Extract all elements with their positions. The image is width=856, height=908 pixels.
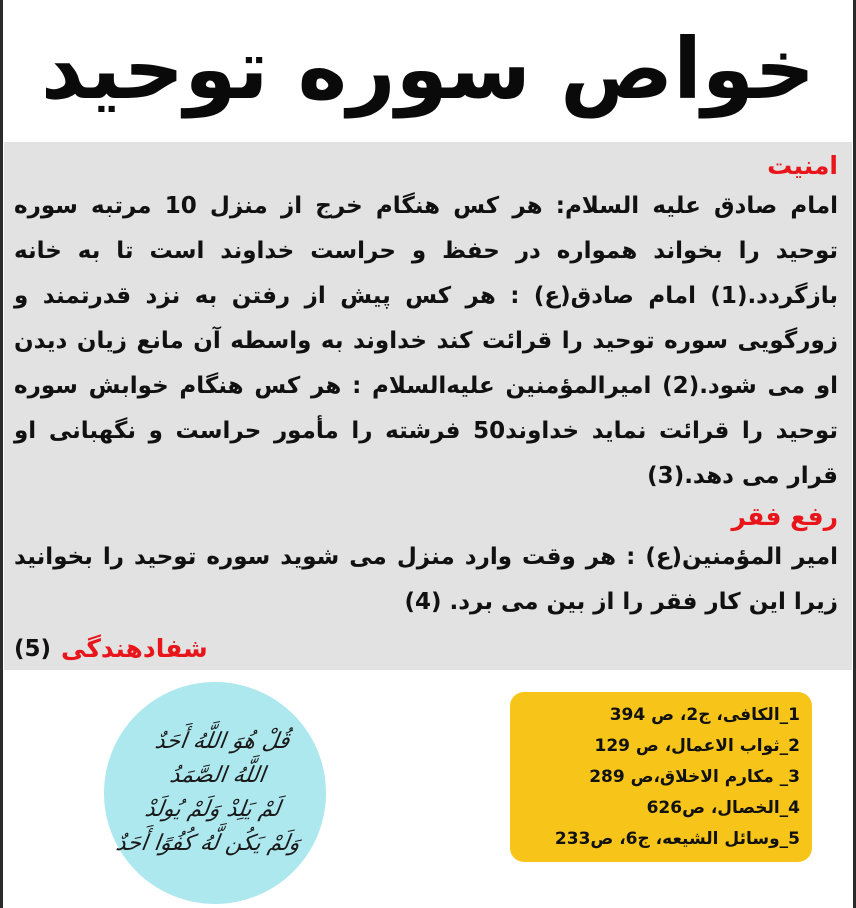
calligraphy-line: قُلْ هُوَ اللَّهُ أَحَدٌ xyxy=(153,729,292,754)
security-paragraph: امام صادق علیه السلام: هر کس هنگام خرج از منزل 10 مرتبه سوره توحید را بخواند همواره در حفظ و حراست خداوند است تا به خانه بازگردد.(1) امام صادق(ع) : هر کس پیش از رفتن به نزد قدرتمند و زورگویی سوره توحید را قرائت کند خداوند به واسطه آن مانع زیان دیدن او می شود.(2) امیرالمؤمنین علیه‌السلام : هر کس هنگام خوابش سوره توحید را قرائت نماید خداوند50 فرشته را مأمور حراست و نگهبانی او قرار می دهد.(3) xyxy=(14,193,839,489)
reference-item: 2_ثواب الاعمال، ص 129 xyxy=(594,736,800,756)
reference-item: 1_الکافی، ج2، ص 394 xyxy=(609,705,800,725)
healing-heading: شفادهندگی xyxy=(61,634,208,663)
poster-title: خواص سوره توحید xyxy=(40,20,816,118)
healing-row xyxy=(14,629,838,669)
reference-item: 4_الخصال، ص626 xyxy=(646,798,800,818)
security-heading: امنیت xyxy=(767,151,838,180)
left-border xyxy=(0,0,3,908)
reference-item: 3_ مکارم الاخلاق،ص 289 xyxy=(589,767,800,787)
references-box xyxy=(510,692,812,862)
calligraphy-line: وَلَمْ يَكُن لَّهُ كُفُوًا أَحَدٌ xyxy=(114,831,302,856)
calligraphy-badge xyxy=(104,682,326,904)
healing-ref: (5) xyxy=(14,636,52,662)
bottom-section xyxy=(4,670,852,908)
content-panel xyxy=(4,142,852,670)
poverty-paragraph: امیر المؤمنین(ع) : هر وقت وارد منزل می شوید سوره توحید را بخوانید زیرا این کار فقر را از بین می برد. (4) xyxy=(14,544,838,615)
calligraphy-line: لَمْ يَلِدْ وَلَمْ يُولَدْ xyxy=(143,797,282,822)
reference-item: 5_وسائل الشیعه، ج6، ص233 xyxy=(554,829,800,849)
poverty-heading: رفع فقر xyxy=(731,502,838,531)
surah-calligraphy xyxy=(114,725,317,861)
calligraphy-line: اللَّهُ الصَّمَدُ xyxy=(168,763,267,788)
